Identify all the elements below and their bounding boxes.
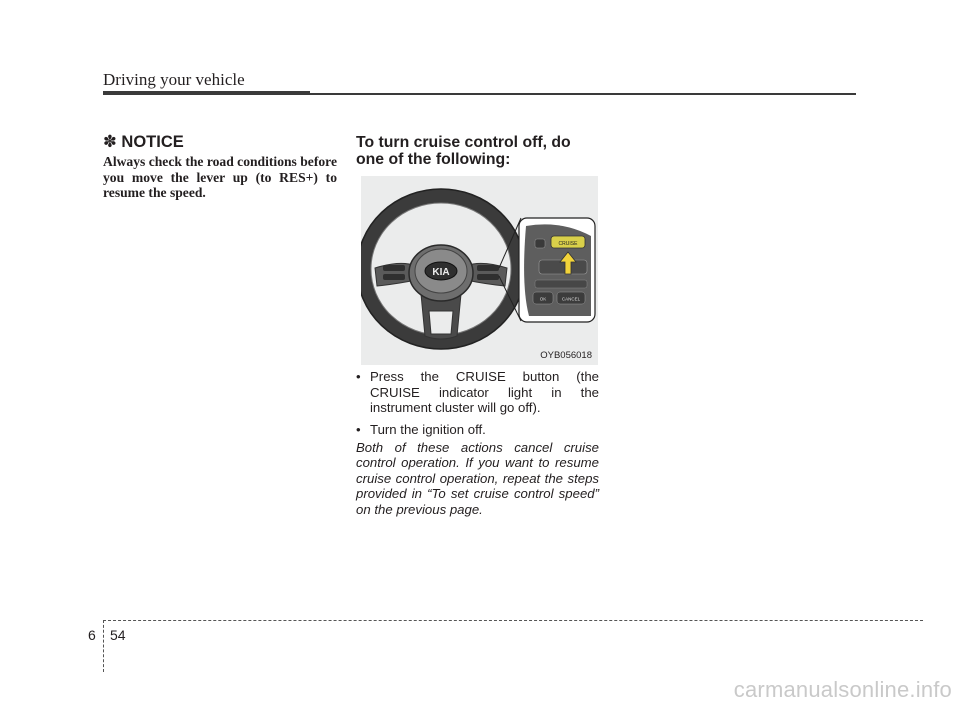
header-rule-thick [103, 91, 310, 95]
page-number: 54 [110, 627, 126, 643]
chapter-number: 6 [88, 627, 96, 643]
steering-wheel-figure [361, 176, 598, 365]
bullet-symbol: • [356, 369, 361, 384]
footer-vertical-rule [103, 620, 104, 672]
bullet-list [356, 369, 599, 443]
footer-rule [103, 620, 923, 621]
figure-code: OYB056018 [540, 350, 592, 361]
steering-wheel-illustration [361, 176, 598, 365]
section-heading: To turn cruise control off, do one of the following: [356, 134, 571, 168]
watermark: carmanualsonline.info [733, 677, 952, 702]
list-item: • Press the CRUISE button (the CRUISE indicator light in the instrument cluster will go off). [356, 369, 599, 415]
svg-text:CRUISE: CRUISE [558, 241, 578, 247]
header-rule-thin [310, 93, 856, 95]
page-header-title: Driving your vehicle [103, 70, 245, 89]
notice-body: Always check the road conditions before you move the lever up (to RES+) to resume the speed. [103, 154, 337, 200]
list-item: • Turn the ignition off. [356, 421, 486, 437]
bullet-symbol: • [356, 421, 361, 437]
svg-text:OK: OK [539, 296, 547, 302]
italic-note: Both of these actions cancel cruise control operation. If you want to resume cruise control operation, repeat the steps provided in “To set cruise control speed” on the previous page. [356, 440, 599, 517]
svg-text:CANCEL: CANCEL [561, 296, 581, 302]
kia-logo: KIA [432, 267, 450, 278]
notice-title: ✽ NOTICE [103, 133, 184, 151]
